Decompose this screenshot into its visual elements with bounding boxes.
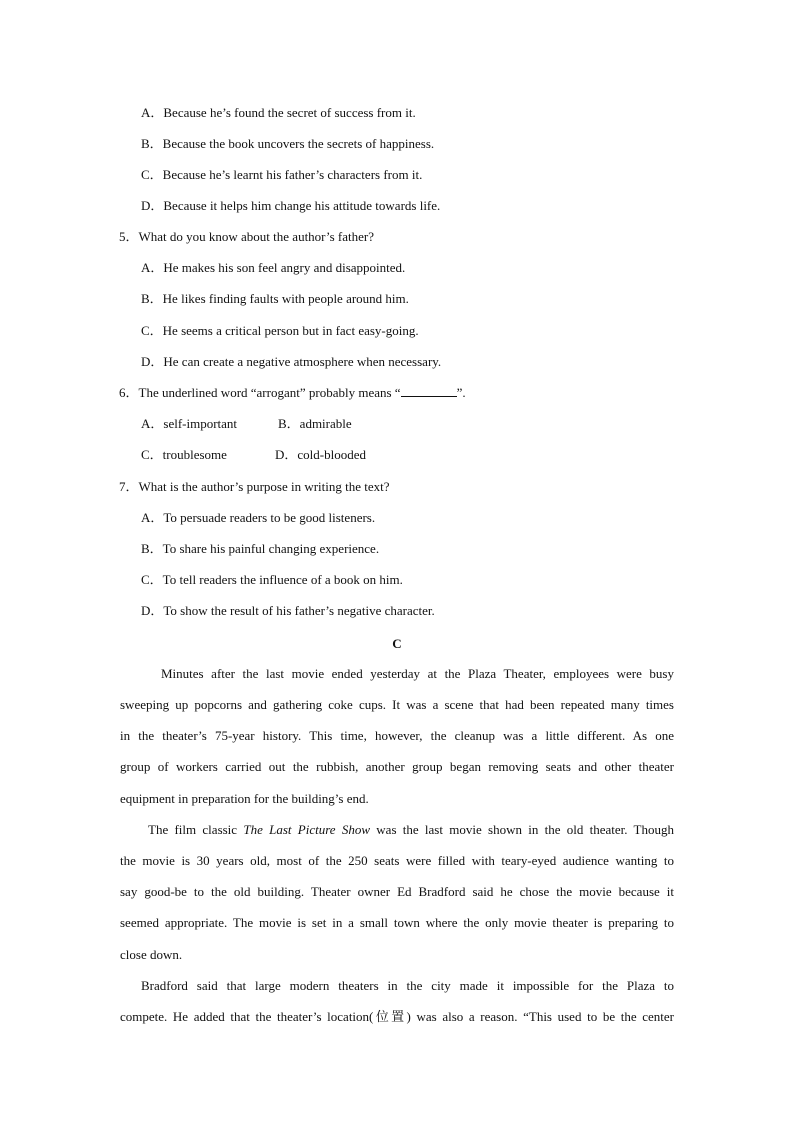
p2-text-after-title: was the last movie shown in the old theater. Though bbox=[370, 822, 675, 837]
q6-option-c: C．troublesome bbox=[141, 447, 227, 462]
passage-p2-line-1 bbox=[148, 822, 674, 838]
q7-option-c: C．To tell readers the influence of a book on him. bbox=[141, 572, 403, 587]
q5-stem: 5．What do you know about the author’s father? bbox=[119, 229, 374, 244]
q6-option-d: D．cold-blooded bbox=[275, 447, 366, 462]
q6-stem-end: ”. bbox=[456, 385, 466, 400]
passage-p1-line-2: sweeping up popcorns and gathering coke cups. It was a scene that had been repeated many times bbox=[120, 697, 674, 712]
q4-option-a: A．Because he’s found the secret of success from it. bbox=[141, 105, 416, 120]
passage-p2-line-2: the movie is 30 years old, most of the 250 seats were filled with teary-eyed audience wanting to bbox=[120, 853, 674, 868]
passage-p2-line-4: seemed appropriate. The movie is set in a small town where the only movie theater is preparing to bbox=[120, 915, 674, 930]
q7-stem: 7．What is the author’s purpose in writing the text? bbox=[119, 479, 390, 494]
p2-text-before-title: The film classic bbox=[148, 822, 244, 837]
q4-option-c: C．Because he’s learnt his father’s characters from it. bbox=[141, 167, 423, 182]
q6-stem-text: 6．The underlined word “arrogant” probably means “ bbox=[119, 385, 401, 400]
q6-option-b: B．admirable bbox=[278, 416, 352, 431]
q5-option-d: D．He can create a negative atmosphere when necessary. bbox=[141, 354, 442, 369]
q5-option-b: B．He likes finding faults with people around him. bbox=[141, 291, 409, 306]
passage-p2-line-5: close down. bbox=[120, 947, 183, 962]
section-heading: C bbox=[392, 636, 402, 651]
passage-p3-line-2: compete. He added that the theater’s location(位置) was also a reason. “This used to be the center bbox=[120, 1009, 674, 1024]
passage-p1-line-4: group of workers carried out the rubbish, another group began removing seats and other theater bbox=[120, 759, 674, 774]
q5-option-c: C．He seems a critical person but in fact easy-going. bbox=[141, 323, 419, 338]
film-title: The Last Picture Show bbox=[243, 822, 371, 837]
q6-stem bbox=[119, 385, 466, 401]
passage-p1-line-1: Minutes after the last movie ended yesterday at the Plaza Theater, employees were busy bbox=[161, 666, 674, 681]
q4-option-d: D．Because it helps him change his attitude towards life. bbox=[141, 198, 441, 213]
q7-option-a: A．To persuade readers to be good listeners. bbox=[141, 510, 376, 525]
q6-option-a: A．self-important bbox=[141, 416, 238, 431]
passage-p3-line-1: Bradford said that large modern theaters in the city made it impossible for the Plaza to bbox=[141, 978, 674, 993]
q4-option-b: B．Because the book uncovers the secrets of happiness. bbox=[141, 136, 435, 151]
q7-option-d: D．To show the result of his father’s negative character. bbox=[141, 603, 435, 618]
answer-blank bbox=[401, 385, 457, 397]
q5-option-a: A．He makes his son feel angry and disappointed. bbox=[141, 260, 406, 275]
passage-p1-line-3: in the theater’s 75-year history. This time, however, the cleanup was a little different. As one bbox=[120, 728, 674, 743]
q7-option-b: B．To share his painful changing experience. bbox=[141, 541, 380, 556]
passage-p2-line-3: say good-be to the old building. Theater owner Ed Bradford said he chose the movie because it bbox=[120, 884, 674, 899]
passage-p1-line-5: equipment in preparation for the building’s end. bbox=[120, 791, 369, 806]
